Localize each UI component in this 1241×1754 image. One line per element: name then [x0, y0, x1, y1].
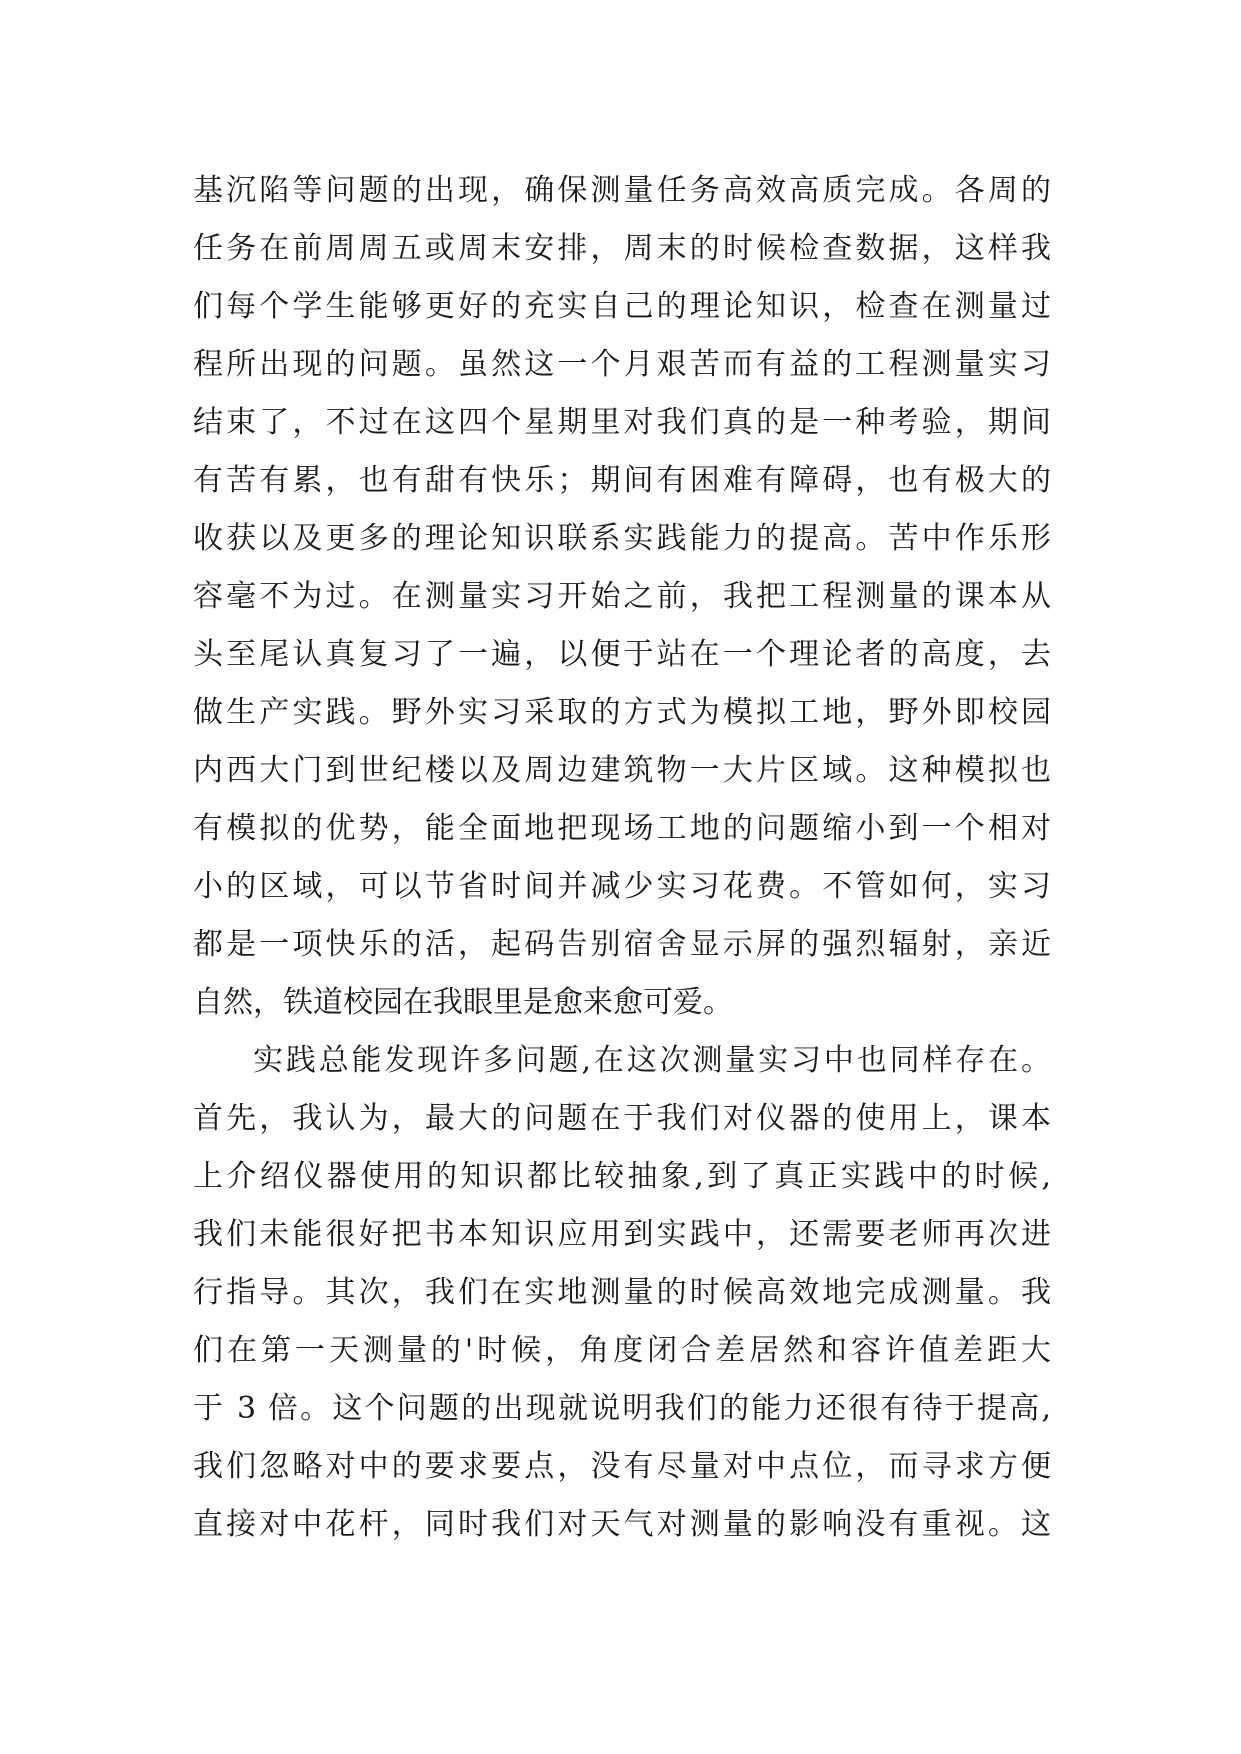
text-line: 内西大门到世纪楼以及周边建筑物一大片区域。这种模拟也	[193, 753, 1051, 788]
text-line: 我们忽略对中的要求要点，没有尽量对中点位，而寻求方便	[193, 1449, 1051, 1484]
text-line: 头至尾认真复习了一遍，以便于站在一个理论者的高度，去	[193, 637, 1051, 672]
text-line: 小的区域，可以节省时间并减少实习花费。不管如何，实习	[193, 869, 1051, 904]
text-line: 们在第一天测量的'时候，角度闭合差居然和容许值差距大	[193, 1333, 1051, 1368]
text-line: 任务在前周周五或周末安排，周末的时候检查数据，这样我	[193, 231, 1051, 266]
text-line: 首先，我认为，最大的问题在于我们对仪器的使用上，课本	[193, 1101, 1051, 1136]
text-line: 基沉陷等问题的出现，确保测量任务高效高质完成。各周的	[193, 173, 1051, 208]
document-body	[193, 162, 1051, 1554]
text-line: 有苦有累，也有甜有快乐；期间有困难有障碍，也有极大的	[193, 463, 1051, 498]
paragraph-1	[193, 162, 1051, 1032]
text-line: 我们未能很好把书本知识应用到实践中，还需要老师再次进	[193, 1217, 1051, 1252]
text-line: 行指导。其次，我们在实地测量的时候高效地完成测量。我	[193, 1275, 1051, 1310]
text-line: 结束了，不过在这四个星期里对我们真的是一种考验，期间	[193, 405, 1051, 440]
text-line: 有模拟的优势，能全面地把现场工地的问题缩小到一个相对	[193, 811, 1051, 846]
text-line: 实践总能发现许多问题,在这次测量实习中也同样存在。	[253, 1043, 1051, 1078]
text-line: 上介绍仪器使用的知识都比较抽象,到了真正实践中的时候,	[193, 1159, 1051, 1194]
text-line: 程所出现的问题。虽然这一个月艰苦而有益的工程测量实习	[193, 347, 1051, 382]
text-line: 容毫不为过。在测量实习开始之前，我把工程测量的课本从	[193, 579, 1051, 614]
text-line: 收获以及更多的理论知识联系实践能力的提高。苦中作乐形	[193, 521, 1051, 556]
text-line: 做生产实践。野外实习采取的方式为模拟工地，野外即校园	[193, 695, 1051, 730]
text-line: 都是一项快乐的活，起码告别宿舍显示屏的强烈辐射，亲近	[193, 927, 1051, 962]
text-line: 自然，铁道校园在我眼里是愈来愈可爱。	[193, 985, 733, 1020]
text-line: 们每个学生能够更好的充实自己的理论知识，检查在测量过	[193, 289, 1051, 324]
paragraph-2	[193, 1032, 1051, 1554]
text-line: 于 3 倍。这个问题的出现就说明我们的能力还很有待于提高,	[193, 1391, 1051, 1426]
text-line: 直接对中花杆，同时我们对天气对测量的影响没有重视。这	[193, 1507, 1051, 1542]
